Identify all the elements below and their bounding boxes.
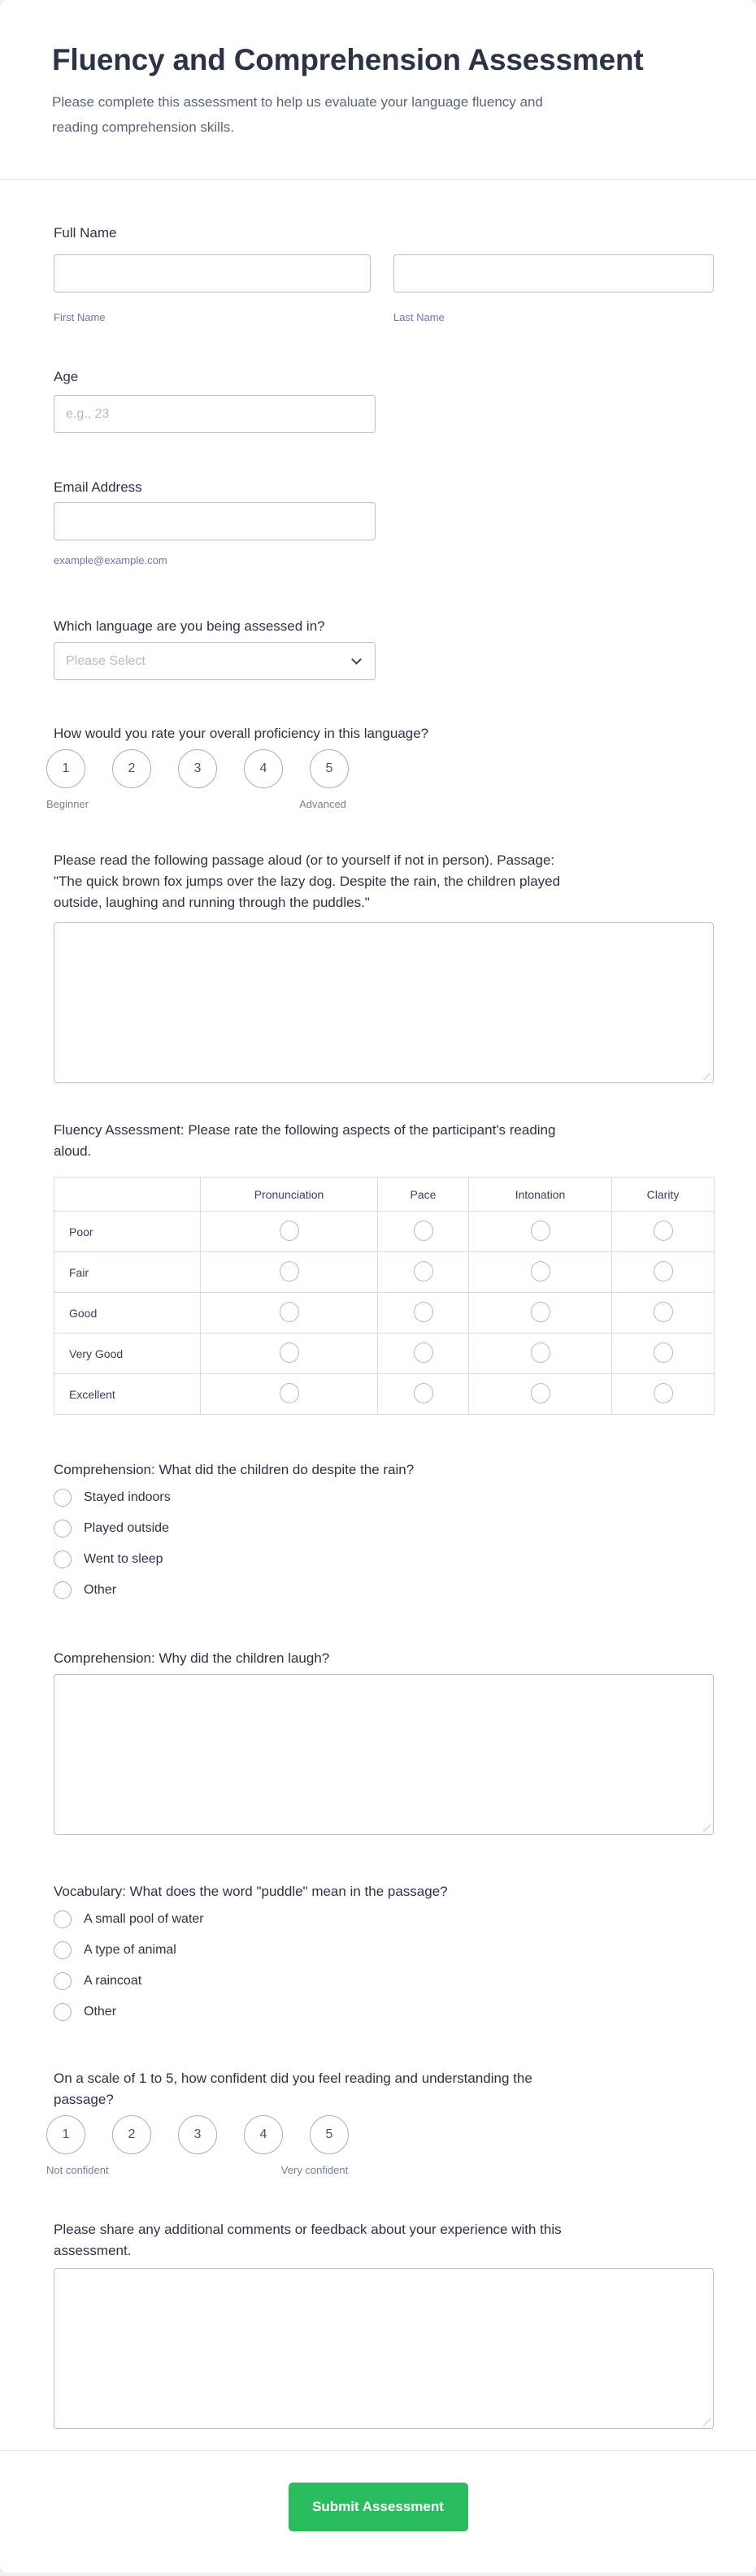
confidence-label-line: passage?: [54, 2092, 114, 2107]
radio-option-label: Other: [84, 1583, 117, 1597]
form-header: [0, 0, 756, 140]
radio-icon[interactable]: [54, 1581, 72, 1599]
matrix-radio-very-good-pace[interactable]: [414, 1342, 433, 1363]
radio-option-label: Other: [84, 2005, 117, 2019]
form-subtitle-line: reading comprehension skills.: [52, 119, 234, 135]
matrix-radio-good-pronunciation[interactable]: [280, 1302, 299, 1322]
comments-label: [54, 2219, 714, 2262]
radio-icon[interactable]: [54, 1520, 72, 1537]
matrix-radio-good-intonation[interactable]: [531, 1302, 550, 1322]
matrix-radio-fair-pronunciation[interactable]: [280, 1261, 299, 1281]
fluency-matrix-label-line: aloud.: [54, 1143, 92, 1159]
fluency-matrix-label-line: Fluency Assessment: Please rate the following aspects of the participant's reading: [54, 1122, 556, 1138]
passage-label-line: "The quick brown fox jumps over the lazy dog. Despite the rain, the children played: [54, 874, 561, 889]
comments-label-line: Please share any additional comments or feedback about your experience with this: [54, 2222, 562, 2237]
matrix-radio-poor-intonation[interactable]: [531, 1221, 550, 1241]
passage-label-line: Please read the following passage aloud (or to yourself if not in person). Passage:: [54, 852, 555, 868]
form-subtitle: [52, 89, 714, 140]
proficiency-option-2[interactable]: 2: [112, 749, 151, 788]
proficiency-right-sublabel: Advanced: [299, 798, 346, 810]
comprehension-why-textarea[interactable]: [54, 1674, 714, 1835]
matrix-radio-fair-clarity[interactable]: [654, 1261, 673, 1281]
matrix-row-poor: [54, 1212, 715, 1252]
proficiency-option-4[interactable]: 4: [244, 749, 283, 788]
confidence-label-line: On a scale of 1 to 5, how confident did you feel reading and understanding the: [54, 2071, 532, 2086]
matrix-radio-very-good-pronunciation[interactable]: [280, 1342, 299, 1363]
proficiency-option-5[interactable]: 5: [310, 749, 349, 788]
radio-icon[interactable]: [54, 1972, 72, 1990]
confidence-option-4[interactable]: 4: [244, 2115, 283, 2154]
matrix-radio-excellent-intonation[interactable]: [531, 1383, 550, 1403]
fluency-matrix-label: [54, 1120, 714, 1162]
radio-option-small-pool[interactable]: [54, 1909, 714, 1930]
matrix-radio-good-clarity[interactable]: [654, 1302, 673, 1322]
radio-option-label: A small pool of water: [84, 1912, 204, 1926]
matrix-radio-poor-clarity[interactable]: [654, 1221, 673, 1241]
matrix-radio-fair-intonation[interactable]: [531, 1261, 550, 1281]
matrix-radio-excellent-pace[interactable]: [414, 1383, 433, 1403]
radio-icon[interactable]: [54, 1910, 72, 1928]
comprehension-what-options: [54, 1487, 714, 1601]
proficiency-label: How would you rate your overall proficiency in this language?: [54, 726, 429, 741]
matrix-column-header: Pronunciation: [201, 1177, 378, 1212]
proficiency-option-1[interactable]: 1: [46, 749, 85, 788]
matrix-header-row: [54, 1177, 715, 1212]
matrix-row-label: Fair: [54, 1252, 201, 1293]
matrix-row-label: Very Good: [54, 1334, 201, 1374]
comments-label-line: assessment.: [54, 2243, 132, 2258]
resize-handle-icon[interactable]: [702, 2417, 710, 2426]
radio-option-label: A type of animal: [84, 1943, 176, 1957]
confidence-option-3[interactable]: 3: [178, 2115, 217, 2154]
matrix-radio-excellent-pronunciation[interactable]: [280, 1383, 299, 1403]
proficiency-scale: [46, 749, 714, 788]
radio-option-type-of-animal[interactable]: [54, 1940, 714, 1961]
radio-option-other[interactable]: [54, 1580, 714, 1601]
confidence-left-sublabel: Not confident: [46, 2164, 109, 2176]
submit-button[interactable]: Submit Assessment: [289, 2483, 468, 2531]
matrix-radio-poor-pronunciation[interactable]: [280, 1221, 299, 1241]
language-select[interactable]: [54, 642, 376, 680]
passage-label: [54, 850, 714, 913]
proficiency-scale-sublabels: [46, 798, 420, 812]
radio-icon[interactable]: [54, 2003, 72, 2021]
radio-option-raincoat[interactable]: [54, 1971, 714, 1992]
passage-textarea[interactable]: [54, 922, 714, 1083]
radio-option-stayed-indoors[interactable]: [54, 1487, 714, 1508]
radio-option-other[interactable]: [54, 2001, 714, 2023]
matrix-column-header: Pace: [378, 1177, 469, 1212]
last-name-input[interactable]: [393, 254, 714, 293]
email-label: Email Address: [54, 479, 142, 495]
email-input[interactable]: [54, 502, 376, 540]
radio-icon[interactable]: [54, 1550, 72, 1568]
matrix-radio-excellent-clarity[interactable]: [654, 1383, 673, 1403]
fluency-matrix-table: [54, 1177, 715, 1415]
matrix-corner-cell: [54, 1177, 201, 1212]
header-divider: [0, 179, 756, 180]
confidence-option-1[interactable]: 1: [46, 2115, 85, 2154]
chevron-down-icon: [351, 654, 362, 665]
radio-option-went-to-sleep[interactable]: [54, 1549, 714, 1570]
email-sublabel: example@example.com: [54, 554, 167, 566]
confidence-option-2[interactable]: 2: [112, 2115, 151, 2154]
radio-option-label: Stayed indoors: [84, 1490, 171, 1504]
radio-option-label: Went to sleep: [84, 1552, 163, 1566]
full-name-sublabels: [54, 310, 714, 325]
confidence-label: [54, 2068, 714, 2110]
matrix-row-good: [54, 1293, 715, 1334]
matrix-row-label: Excellent: [54, 1374, 201, 1415]
radio-icon[interactable]: [54, 1489, 72, 1507]
language-label: Which language are you being assessed in?: [54, 618, 325, 634]
first-name-sublabel: First Name: [54, 311, 106, 323]
full-name-fields: [54, 254, 714, 293]
footer-divider: [0, 2450, 756, 2451]
form-subtitle-line: Please complete this assessment to help us evaluate your language fluency and: [52, 94, 543, 110]
radio-option-played-outside[interactable]: [54, 1518, 714, 1539]
confidence-right-sublabel: Very confident: [280, 2164, 349, 2176]
proficiency-option-3[interactable]: 3: [178, 749, 217, 788]
matrix-row-label: Poor: [54, 1212, 201, 1252]
matrix-radio-very-good-intonation[interactable]: [531, 1342, 550, 1363]
matrix-radio-good-pace[interactable]: [414, 1302, 433, 1322]
comprehension-what-label: Comprehension: What did the children do despite the rain?: [54, 1462, 415, 1477]
matrix-radio-very-good-clarity[interactable]: [654, 1342, 673, 1363]
confidence-scale: [46, 2115, 714, 2154]
language-select-value: Please Select: [66, 653, 146, 668]
radio-option-label: A raincoat: [84, 1974, 142, 1988]
matrix-row-label: Good: [54, 1293, 201, 1334]
submit-area: [0, 2483, 756, 2570]
age-input[interactable]: [54, 395, 376, 433]
matrix-row-very-good: [54, 1334, 715, 1374]
first-name-input[interactable]: [54, 254, 371, 293]
resize-handle-icon[interactable]: [702, 1071, 710, 1080]
vocabulary-options: [54, 1909, 714, 2023]
passage-label-line: outside, laughing and running through the puddles.": [54, 895, 370, 910]
matrix-column-header: Clarity: [612, 1177, 715, 1212]
comments-textarea[interactable]: [54, 2268, 714, 2429]
matrix-radio-fair-pace[interactable]: [414, 1261, 433, 1281]
vocabulary-label: Vocabulary: What does the word "puddle" mean in the passage?: [54, 1884, 448, 1899]
matrix-row-fair: [54, 1252, 715, 1293]
full-name-label: Full Name: [54, 225, 117, 241]
confidence-scale-sublabels: [46, 2164, 420, 2178]
matrix-row-excellent: [54, 1374, 715, 1415]
matrix-column-header: Intonation: [469, 1177, 612, 1212]
radio-icon[interactable]: [54, 1941, 72, 1959]
radio-option-label: Played outside: [84, 1521, 169, 1535]
age-label: Age: [54, 369, 79, 384]
form-body: [0, 224, 756, 2429]
resize-handle-icon[interactable]: [702, 1823, 710, 1832]
comprehension-why-label: Comprehension: Why did the children laugh?: [54, 1650, 330, 1666]
matrix-radio-poor-pace[interactable]: [414, 1221, 433, 1241]
last-name-sublabel: Last Name: [393, 311, 445, 323]
confidence-option-5[interactable]: 5: [310, 2115, 349, 2154]
proficiency-left-sublabel: Beginner: [46, 798, 89, 810]
page-title: Fluency and Comprehension Assessment: [52, 43, 644, 76]
